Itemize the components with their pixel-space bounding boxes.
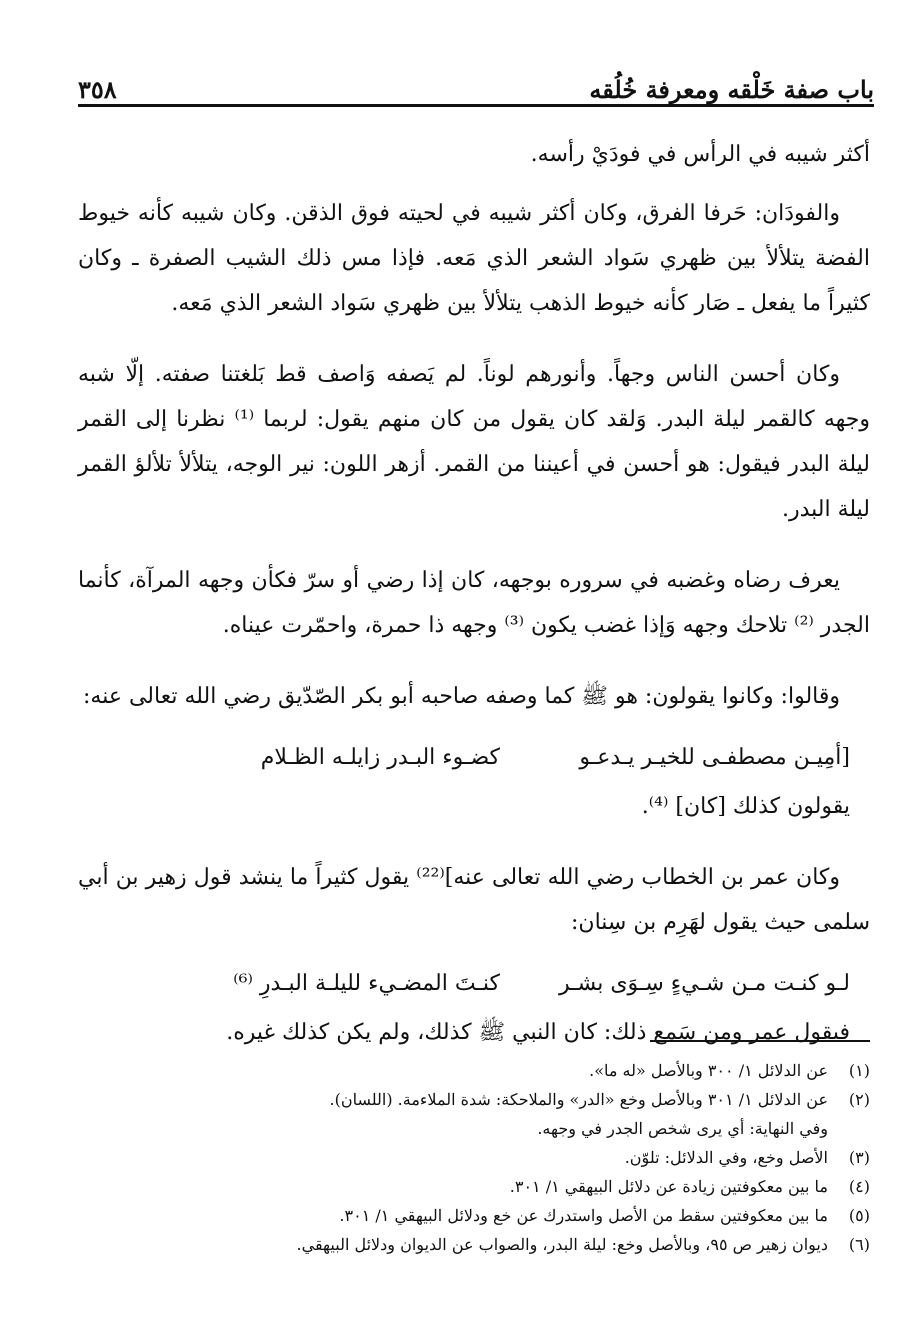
footnote-number: (١) — [848, 1061, 870, 1080]
footnote-number: (٤) — [848, 1177, 870, 1196]
footnote-text: عن الدلائل ١/ ٣٠٠ وبالأصل «له ما». — [589, 1061, 828, 1080]
footnote — [78, 1230, 870, 1259]
footnote — [78, 1085, 870, 1114]
paragraph: وقالوا: وكانوا يقولون: هو ﷺ كما وصفه صاحبه أبو بكر الصّدّيق رضي الله تعالى عنه: — [83, 684, 840, 709]
verse-line — [78, 961, 870, 1006]
footnote-number: (٦) — [848, 1235, 870, 1254]
footnote — [78, 1201, 870, 1230]
closing-line: فيقول عمر ومن سَمع ذلك: كان النبي ﷺ كذلك، ولم يكن كذلك غيره. — [226, 1020, 850, 1045]
verse-continuation: يقولون كذلك [كان] ⁽⁴⁾. — [641, 794, 850, 819]
main-text — [78, 132, 870, 1081]
footnote-number: (٣) — [848, 1148, 870, 1167]
verse-hemistich: لـو كنـت مـن شـيءٍ سِـوَى بشـر — [559, 971, 850, 996]
footnote — [78, 1056, 870, 1085]
footnote-number: (٥) — [848, 1206, 870, 1225]
paragraph: أكثر شيبه في الرأس في فودَيْ رأسه. — [530, 142, 870, 167]
footnote-text: الأصل وخع، وفي الدلائل: تلوّن. — [624, 1148, 828, 1167]
footnote — [78, 1143, 870, 1172]
verse-hemistich: كنـتَ المضـيء لليلـة البـدرِ ⁽⁶⁾ — [233, 971, 500, 996]
paragraph: والفودَان: حَرفا الفرق، وكان أكثر شيبه في لحيته فوق الذقن. وكان شيبه كأنه خيوط الفضة يتلألأ بين ظهري سَواد الشعر الذي مَعه. فإذا مس ذلك الشيب الصفرة ـ وكان كثيراً ما يفعل ـ صَار كأنه خيوط الذهب يتلألأ بين ظهري سَواد الشعر الذي مَعه. — [78, 201, 870, 316]
paragraph: وكان عمر بن الخطاب رضي الله تعالى عنه]⁽²²⁾ يقول كثيراً ما ينشد قول زهير بن أبي سلمى حيث يقول لهَرِم بن سِنان: — [78, 865, 870, 935]
footnote-number: (٢) — [848, 1090, 870, 1109]
paragraph: وكان أحسن الناس وجهاً. وأنورهم لوناً. لم يَصفه وَاصف قط بَلغتنا صفته. إلّا شبه وجهه كالقمر ليلة البدر. وَلقد كان يقول من كان منهم يقول: لربما ⁽¹⁾ نظرنا إلى القمر ليلة البدر فيقول: هو أحسن في أعيننا من القمر. أزهر اللون: نير الوجه، يتلألأ تلألؤ القمر ليلة البدر. — [78, 362, 870, 522]
footnote — [78, 1172, 870, 1201]
footnote-text: ما بين معكوفتين زيادة عن دلائل البيهقي ١/ ٣٠١. — [509, 1177, 828, 1196]
footnote-rule — [650, 1040, 870, 1042]
page-number: ٣٥٨ — [78, 75, 117, 104]
running-title: باب صفة خَلْقه ومعرفة خُلُقه — [589, 75, 874, 104]
header-rule — [78, 104, 874, 107]
footnote-text: عن الدلائل ١/ ٣٠١ وبالأصل وخع «الدر» والملاحكة: شدة الملاءمة. (اللسان). — [329, 1090, 828, 1109]
verse-hemistich: كضـوء البـدر زايلـه الظـلام — [260, 745, 500, 770]
footnote-text: وفي النهاية: أي يرى شخص الجدر في وجهه. — [537, 1119, 828, 1138]
verse-hemistich: [أمِيـن مصطفـى للخيـر يـدعـو — [579, 745, 850, 770]
footnotes — [78, 1056, 870, 1259]
footnote-text: ديوان زهير ص ٩٥، وبالأصل وخع: ليلة البدر، والصواب عن الديوان ودلائل البيهقي. — [296, 1235, 828, 1254]
footnote-text: ما بين معكوفتين سقط من الأصل واستدرك عن خع ودلائل البيهقي ١/ ٣٠١. — [339, 1206, 828, 1225]
page-header — [78, 62, 874, 102]
footnote-continuation — [78, 1114, 870, 1143]
verse-line — [78, 735, 870, 780]
paragraph: يعرف رضاه وغضبه في سروره بوجهه، كان إذا رضي أو سرّ فكأن وجهه المرآة، كأنما الجدر ⁽²⁾ تلاحك وجهه وَإذا غضب يكون ⁽³⁾ وجهه ذا حمرة، واحمّرت عيناه. — [78, 568, 870, 638]
